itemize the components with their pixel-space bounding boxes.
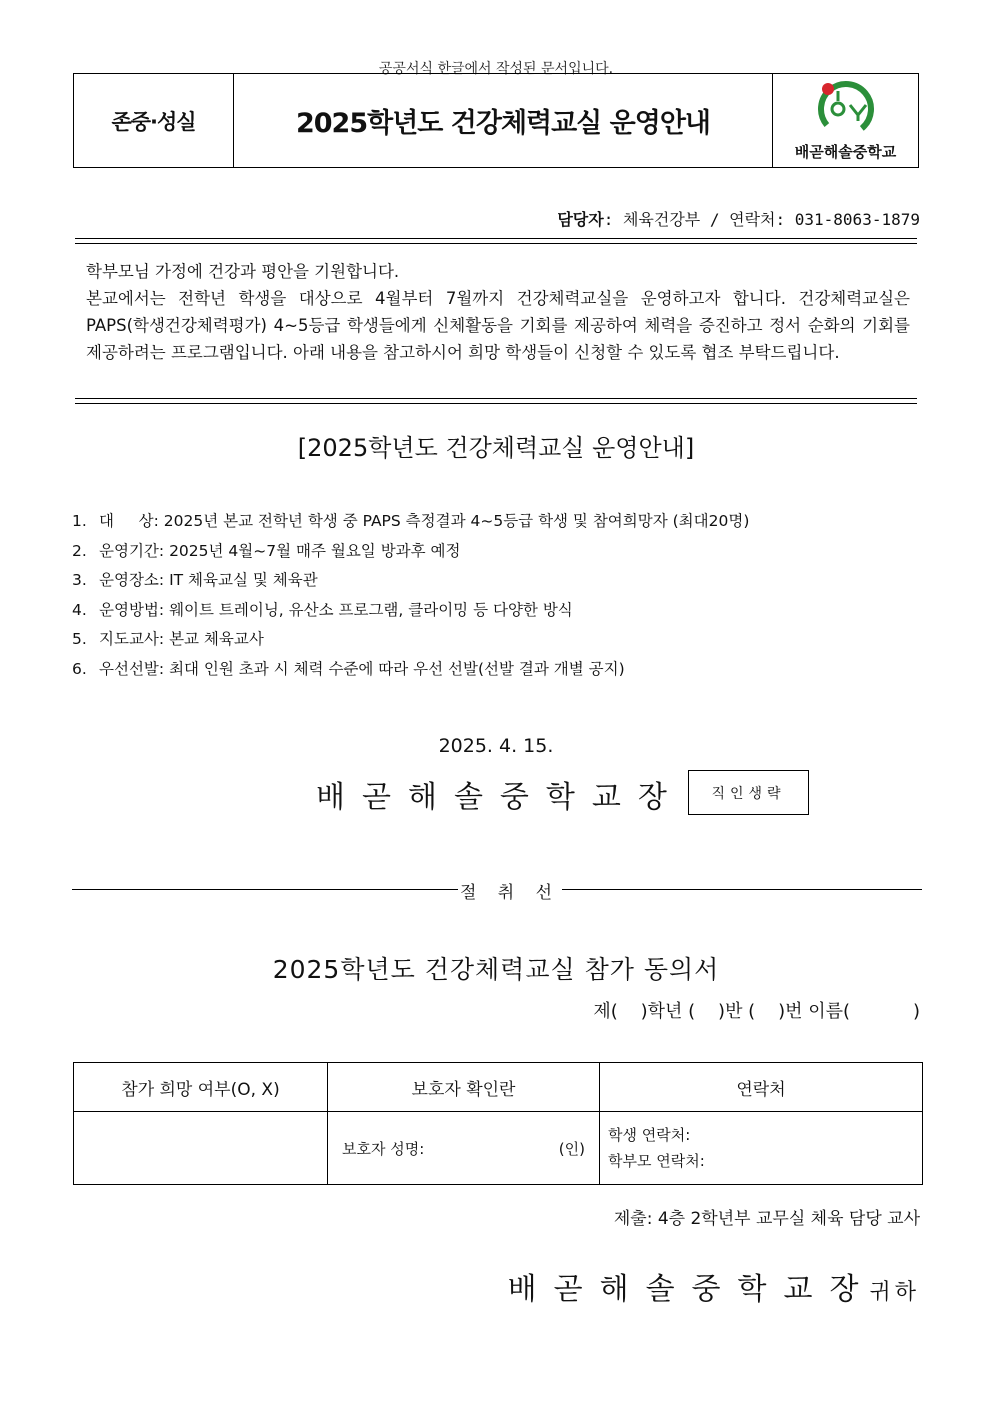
addressee-name: 배곧해솔중학교장 [507,1272,876,1307]
double-rule-top [75,238,917,244]
list-item [72,655,749,685]
list-item [72,507,749,537]
logo-school-name: 배곧해솔중학교 [794,143,897,161]
seal-mark: (인) [558,1139,585,1158]
item-text: 2025년 4월~7월 매주 월요일 방과후 예정 [169,541,461,560]
item-number: 6. [72,659,87,678]
item-text: 2025년 본교 전학년 학생 중 PAPS 측정결과 4~5등급 학생 및 참여희망자 (최대20명) [163,512,750,530]
item-number: 4. [72,600,87,619]
section-title: [2025학년도 건강체력교실 운영안내] [297,434,695,462]
principal-signature: 배곧해솔중학교장 [316,780,684,815]
seal-omitted-box: 직인생략 [688,770,809,815]
contact-field[interactable] [600,1112,923,1185]
double-rule-bottom [75,398,917,404]
addressee [508,1264,920,1308]
parent-contact-label: 학부모 연락처: [608,1152,705,1170]
consent-title: 2025학년도 건강체력교실 참가 동의서 [272,955,720,984]
greeting-paragraph [86,258,910,366]
header-participation: 참가 희망 여부(O, X) [74,1063,328,1112]
item-label: 우선선발: [99,659,165,678]
addressee-suffix: 귀하 [869,1280,920,1305]
item-number: 5. [72,630,87,648]
header-contact: 연락처 [600,1063,923,1112]
student-info-line: 제( )학년 ( )반 ( )번 이름( ) [593,1001,920,1022]
header-guardian: 보호자 확인란 [328,1063,600,1112]
guardian-field[interactable] [328,1112,600,1185]
contact-detail: : 체육건강부 / 연락처: 031-8063-1879 [603,210,920,229]
item-label: 운영방법: [99,600,165,619]
table-row [74,1112,923,1185]
table-header-row [74,1063,923,1112]
school-logo [772,74,918,167]
school-motto: 존중·성실 [74,74,234,167]
list-item [72,625,749,655]
list-item [72,566,749,596]
item-label: 지도교사: [99,630,165,648]
info-list [72,507,749,684]
document-header [73,73,919,168]
guardian-name-label: 보호자 성명: [342,1139,425,1158]
submission-note: 제출: 4층 2학년부 교무실 체육 담당 교사 [613,1209,920,1229]
greeting-body: 본교에서는 전학년 학생을 대상으로 4월부터 7월까지 건강체력교실을 운영하고자 합니다. 건강체력교실은 PAPS(학생건강체력평가) 4~5등급 학생들에게 신체활동을 기회를 제공하여 체력을 증진하고 정서 순화의 기회를 제공하려는 프로그램입니다. 아래 내용을 참고하시어 희망 학생들이 신청할 수 있도록 협조 부탁드립니다. [86,289,910,362]
school-emblem-icon [814,79,878,139]
item-label: 운영기간: [99,541,165,560]
student-contact-label: 학생 연락처: [608,1126,691,1144]
participation-field[interactable] [74,1112,328,1185]
cut-line-label: 절 취 선 [459,883,561,903]
item-number: 1. [72,512,87,530]
contact-label: 담당자 [557,210,604,229]
document-title: 2025학년도 건강체력교실 운영안내 [295,108,710,139]
consent-table [73,1062,923,1185]
item-label: 대 상: [99,512,159,530]
issue-date: 2025. 4. 15. [438,735,554,757]
item-label: 운영장소: [99,571,165,589]
item-number: 3. [72,571,87,589]
cut-line-right [562,889,922,890]
list-item [72,537,749,567]
hwp-banner: 공공서식 한글에서 작성된 문서입니다. [378,61,614,77]
item-text: 웨이트 트레이닝, 유산소 프로그램, 클라이밍 등 다양한 방식 [169,600,573,619]
item-text: 본교 체육교사 [169,630,264,648]
list-item [72,596,749,626]
item-text: IT 체육교실 및 체육관 [169,571,318,589]
contact-info [557,207,920,230]
item-text: 최대 인원 초과 시 체력 수준에 따라 우선 선발(선발 결과 개별 공지) [169,659,625,678]
greeting-line: 학부모님 가정에 건강과 평안을 기원합니다. [86,262,400,281]
item-number: 2. [72,541,87,560]
cut-line-left [72,889,458,890]
